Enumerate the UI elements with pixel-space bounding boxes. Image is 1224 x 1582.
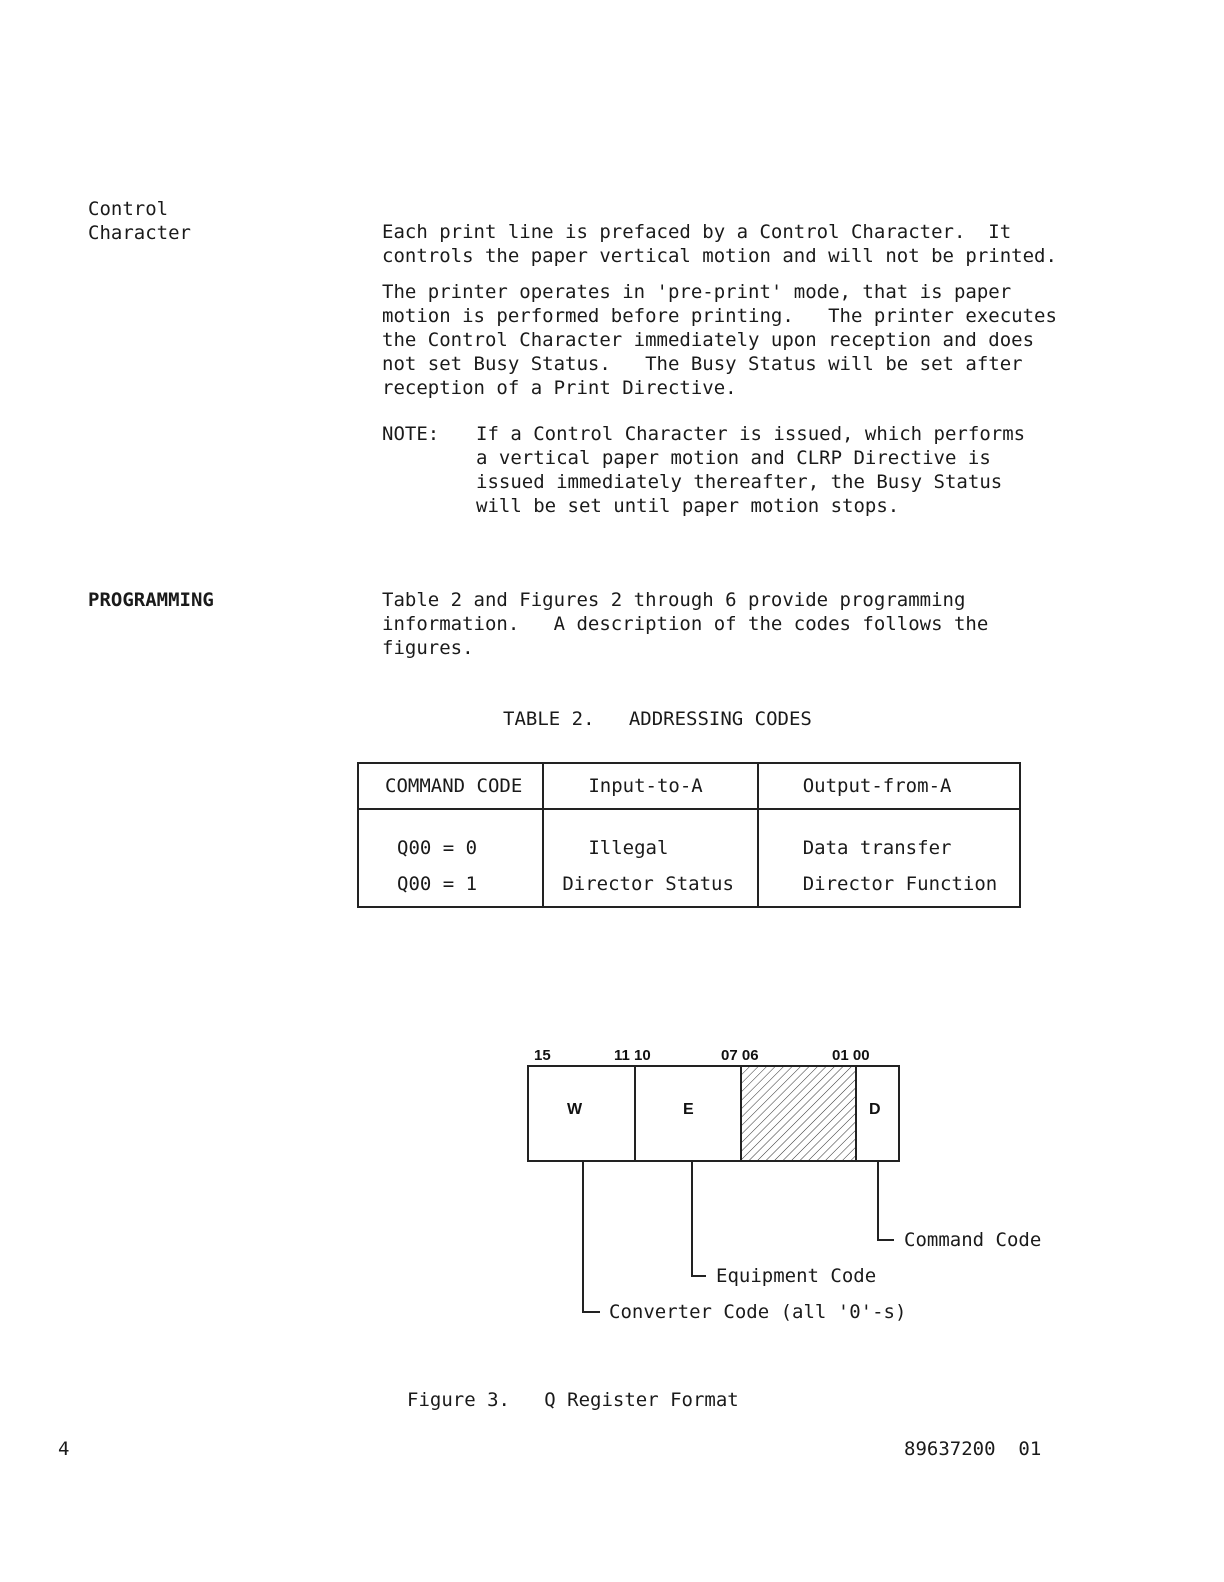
- side-heading-programming: PROGRAMMING: [88, 589, 214, 611]
- bit-label: 07 06: [721, 1047, 759, 1064]
- text-line: a vertical paper motion and CLRP Directive is: [476, 447, 991, 469]
- callout-line-command: [878, 1161, 894, 1240]
- table-cell: Illegal: [543, 809, 757, 866]
- text-line: motion is performed before printing. The printer executes: [382, 305, 1057, 327]
- side-heading-control-character: Control Character: [88, 198, 191, 244]
- page-number: 4: [58, 1438, 70, 1460]
- text-line: the Control Character immediately upon reception and does: [382, 329, 1035, 351]
- text-line: will be set until paper motion stops.: [476, 495, 900, 517]
- callout-line-converter: [583, 1161, 600, 1312]
- field-label-w: W: [567, 1101, 583, 1118]
- text-line: Table 2 and Figures 2 through 6 provide programming: [382, 589, 966, 611]
- callout-equipment-code: Equipment Code: [716, 1265, 877, 1287]
- text-line: not set Busy Status. The Busy Status will be set after: [382, 353, 1023, 375]
- bit-label: 15: [534, 1047, 551, 1064]
- field-label-e: E: [683, 1101, 694, 1118]
- text-line: figures.: [382, 637, 474, 659]
- table-cell: Q00 = 0: [358, 809, 543, 866]
- table-caption: TABLE 2. ADDRESSING CODES: [503, 708, 812, 730]
- text-line: If a Control Character is issued, which performs: [476, 423, 1026, 445]
- figure-caption: Figure 3. Q Register Format: [407, 1389, 739, 1411]
- field-label-d: D: [869, 1101, 881, 1118]
- text-line: The printer operates in 'pre-print' mode, that is paper: [382, 281, 1012, 303]
- callout-converter-code: Converter Code (all '0'-s): [609, 1301, 907, 1323]
- note-label: NOTE:: [382, 423, 440, 445]
- table-cell: Director Status: [543, 866, 757, 907]
- text-line: information. A description of the codes follows the: [382, 613, 989, 635]
- header-output-from-a: Output-from-A: [758, 763, 1020, 809]
- header-command-code: COMMAND CODE: [358, 763, 543, 809]
- text-line: reception of a Print Directive.: [382, 377, 737, 399]
- table-cell: Data transfer: [758, 809, 1020, 866]
- table-cell: Director Function: [758, 866, 1020, 907]
- table-cell: Q00 = 1: [358, 866, 543, 907]
- text-line: Each print line is prefaced by a Control Character. It: [382, 221, 1012, 243]
- unused-bits-box: [741, 1066, 856, 1161]
- document-number: 89637200 01: [904, 1438, 1042, 1460]
- header-input-to-a: Input-to-A: [543, 763, 757, 809]
- text-line: controls the paper vertical motion and will not be printed.: [382, 245, 1057, 267]
- callout-command-code: Command Code: [904, 1229, 1042, 1251]
- bit-label: 11 10: [614, 1047, 651, 1064]
- bit-label: 01 00: [832, 1047, 870, 1064]
- callout-line-equipment: [692, 1161, 706, 1276]
- text-line: issued immediately thereafter, the Busy Status: [476, 471, 1003, 493]
